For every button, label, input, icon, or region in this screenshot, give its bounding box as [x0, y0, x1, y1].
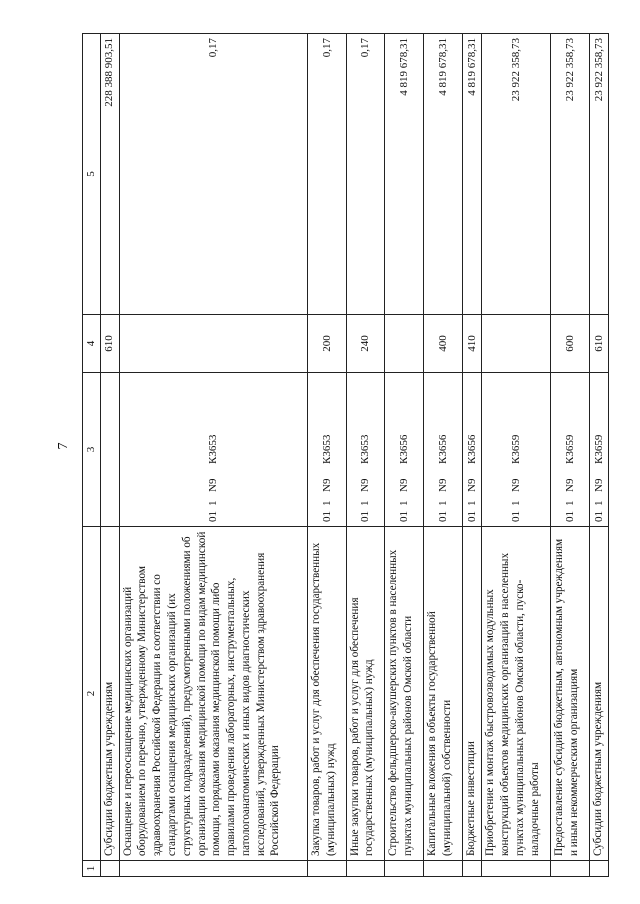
- row-code-program: 01: [320, 511, 333, 522]
- row-code-sub: 1: [563, 500, 576, 506]
- row-text: Субсидии бюджетным учреждениям: [100, 527, 119, 861]
- table-row: [385, 34, 424, 877]
- table-row: [119, 34, 307, 877]
- row-code-sub: 1: [359, 500, 372, 506]
- table-row: [424, 34, 463, 877]
- row-code-program: 01: [563, 511, 576, 522]
- row-code-direction: К3653: [207, 434, 220, 464]
- page-number: 7: [56, 442, 71, 450]
- row-amount: 23 922 358,73: [589, 34, 608, 315]
- row-code-direction: К3656: [436, 434, 449, 464]
- row-kvr: [482, 315, 551, 373]
- row-amount: 4 819 678,31: [385, 34, 424, 315]
- row-amount: 0,17: [307, 34, 346, 315]
- row-kvr: 610: [100, 315, 119, 373]
- row-kvr: 240: [346, 315, 385, 373]
- row-text: Приобретение и монтаж быстровозводимых модульных конструкций объектов медицинских организаций в населенных пунктах муниципальных районов Омской области, пуско-наладочные работы: [482, 527, 551, 861]
- row-text: Капитальные вложения в объекты государственной (муниципальной) собственности: [424, 527, 463, 861]
- row-text: Иные закупки товаров, работ и услуг для обеспечения государственных (муниципальных) нужд: [346, 527, 385, 861]
- row-amount: 0,17: [119, 34, 307, 315]
- row-code-sub: 1: [465, 500, 478, 506]
- row-text: Закупка товаров, работ и услуг для обеспечения государственных (муниципальных) нужд: [307, 527, 346, 861]
- row-amount: 4 819 678,31: [462, 34, 481, 315]
- row-code-project: N9: [207, 478, 220, 492]
- table-row: [346, 34, 385, 877]
- row-amount: 23 922 358,73: [551, 34, 590, 315]
- table-row: [100, 34, 119, 877]
- row-text: Предоставление субсидий бюджетным, автономным учреждениям и иным некоммерческим организациям: [551, 527, 590, 861]
- table-row: [589, 34, 608, 877]
- row-code-project: N9: [359, 478, 372, 492]
- row-code-sub: 1: [207, 500, 220, 506]
- col-header-5: 5: [83, 34, 101, 315]
- row-code-direction: К3656: [465, 434, 478, 464]
- row-code-program: 01: [465, 511, 478, 522]
- row-code-direction: К3659: [563, 434, 576, 464]
- row-code-program: 01: [592, 511, 605, 522]
- col-header-4: 4: [83, 315, 101, 373]
- row-code-direction: К3659: [509, 434, 522, 464]
- row-code-project: N9: [509, 478, 522, 492]
- row-kvr: 600: [551, 315, 590, 373]
- row-kvr: 200: [307, 315, 346, 373]
- row-code-direction: К3653: [320, 434, 333, 464]
- row-code-sub: 1: [592, 500, 605, 506]
- row-code-program: 01: [509, 511, 522, 522]
- table-row: [482, 34, 551, 877]
- rotated-page: [82, 34, 609, 877]
- row-code-project: N9: [592, 478, 605, 492]
- row-code-program: 01: [207, 511, 220, 522]
- row-code-direction: К3653: [359, 434, 372, 464]
- row-code-program: 01: [398, 511, 411, 522]
- row-kvr: [385, 315, 424, 373]
- row-kvr: 400: [424, 315, 463, 373]
- row-code-direction: К3659: [592, 434, 605, 464]
- budget-table: [82, 33, 609, 877]
- row-code-program: 01: [359, 511, 372, 522]
- table-row: [462, 34, 481, 877]
- row-amount: 4 819 678,31: [424, 34, 463, 315]
- budget-table-wrapper: [82, 34, 609, 877]
- row-code-sub: 1: [320, 500, 333, 506]
- row-text: Бюджетные инвестиции: [462, 527, 481, 861]
- row-code-project: N9: [436, 478, 449, 492]
- row-kvr: 610: [589, 315, 608, 373]
- row-code-project: N9: [465, 478, 478, 492]
- row-code-project: N9: [398, 478, 411, 492]
- col-header-3: 3: [83, 373, 101, 527]
- row-text: Субсидии бюджетным учреждениям: [589, 527, 608, 861]
- row-kvr: 410: [462, 315, 481, 373]
- row-kvr: [119, 315, 307, 373]
- table-row: [307, 34, 346, 877]
- row-amount: 23 922 358,73: [482, 34, 551, 315]
- row-code-direction: К3656: [398, 434, 411, 464]
- row-code-sub: 1: [436, 500, 449, 506]
- row-code-program: 01: [436, 511, 449, 522]
- row-code-sub: 1: [509, 500, 522, 506]
- row-text: Строительство фельдшерско-акушерских пунктов в населенных пунктах муниципальных районов Омской области: [385, 527, 424, 861]
- row-code-project: N9: [320, 478, 333, 492]
- row-amount: 228 388 903,51: [100, 34, 119, 315]
- table-row: [551, 34, 590, 877]
- row-text: Оснащение и переоснащение медицинских организаций оборудованием по перечню, утвержденному Министерством здравоохранения Российской Федерации в соответствии со стандартами оснащения медицинских организаций (их структурных подразделений), предусмотренными положениями об организации оказания медицинской помощи по видам медицинской помощи, порядками оказания медицинской помощи либо правилами проведения лабораторных, инструментальных, патологоанатомических и иных видов диагностических исследований, утвержденных Министерством здравоохранения Российской Федерации: [119, 527, 307, 861]
- row-code-sub: 1: [398, 500, 411, 506]
- col-header-2: 2: [83, 527, 101, 861]
- row-code-project: N9: [563, 478, 576, 492]
- col-header-1: 1: [83, 861, 101, 877]
- header-row: [83, 34, 101, 877]
- row-amount: 0,17: [346, 34, 385, 315]
